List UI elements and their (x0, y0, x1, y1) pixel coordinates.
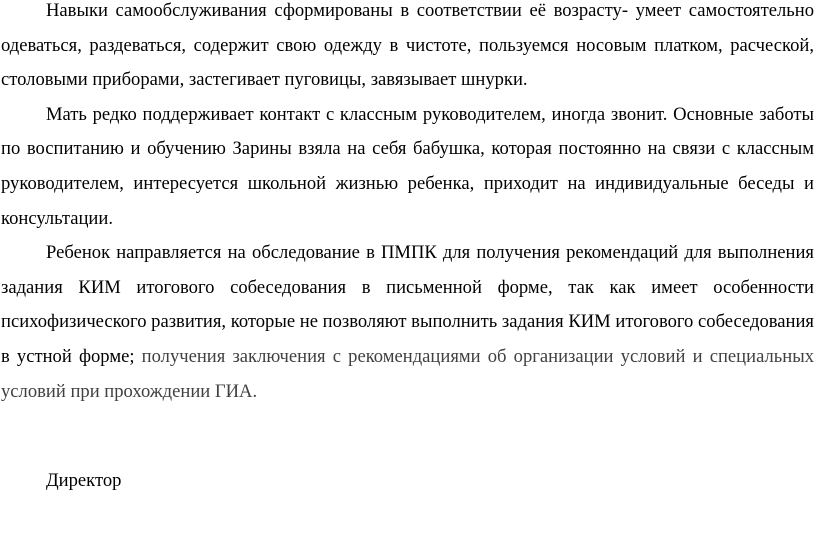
paragraph-referral (1, 236, 814, 409)
signature-title: Директор (46, 470, 122, 491)
referral-main-text: Ребенок направляется на обследование в ПМПК для получения рекомендаций для выполнения задания КИМ итогового собеседования в письменной форме, так как имеет особенности психофизического развития, которые не позволяют выполнить задания КИМ итогового собеседования в устной форме; (1, 242, 814, 367)
paragraph-family-contact: Мать редко поддерживает контакт с классным руководителем, иногда звонит. Основные заботы по воспитанию и обучению Зарины взяла на себя бабушка, которая постоянно на связи с классным руководителем, интересуется школьной жизнью ребенка, приходит на индивидуальные беседы и консультации. (1, 103, 814, 229)
referral-purpose-text: получения заключения с рекомендациями об организации условий и специальных условий при прохождении ГИА. (1, 345, 814, 402)
paragraph-self-care: Навыки самообслуживания сформированы в соответствии её возрасту- умеет самостоятельно одеваться, раздеваться, содержит свою одежду в чистоте, пользуемся носовым платком, расческой, столовыми приборами, застегивает пуговицы, завязывает шнурки. (1, 0, 814, 91)
